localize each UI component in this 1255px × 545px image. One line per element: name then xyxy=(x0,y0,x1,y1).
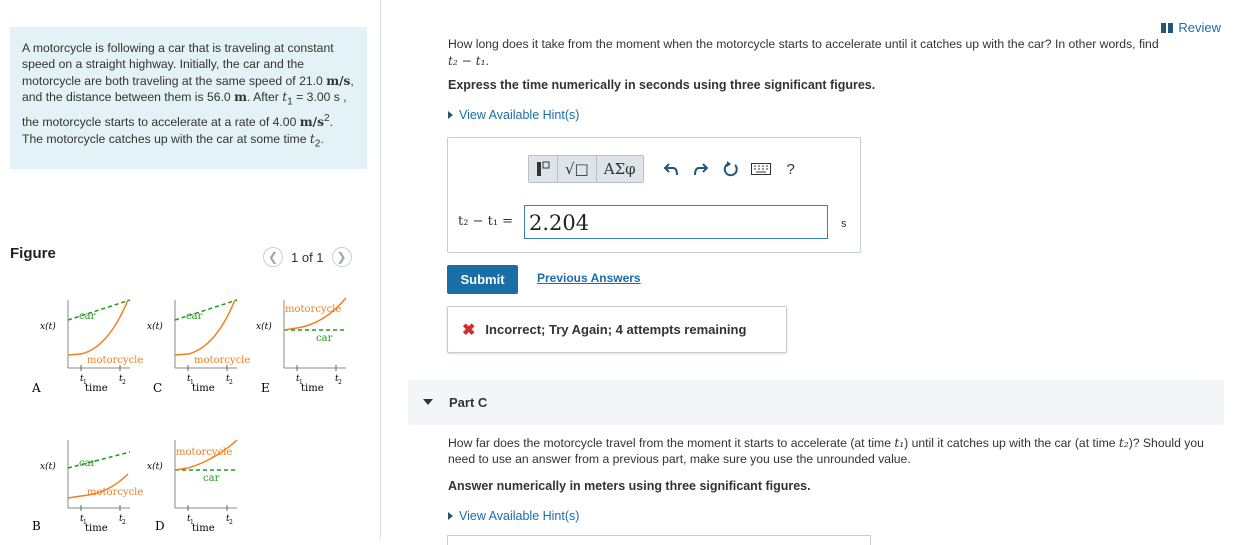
caret-right-icon xyxy=(448,512,453,520)
greek-button[interactable]: ΑΣφ xyxy=(603,160,636,178)
incorrect-icon: ✖ xyxy=(462,321,476,339)
car-label: car xyxy=(203,473,220,484)
x-axis-label: time xyxy=(301,383,324,394)
graph-letter: A xyxy=(32,381,41,395)
figure-title: Figure xyxy=(10,245,56,262)
t2-symbol: t xyxy=(309,131,315,146)
hint-label: View Available Hint(s) xyxy=(459,509,580,523)
t2-tick-sub: 2 xyxy=(122,379,126,386)
t1-tick-sub: 1 xyxy=(190,379,194,386)
question-expression: t₂ − t₁ xyxy=(448,54,486,68)
hint-label: View Available Hint(s) xyxy=(459,108,580,122)
chevron-left-icon[interactable]: ❮ xyxy=(263,247,283,267)
toolbar-group xyxy=(528,155,644,183)
t1-symbol: t xyxy=(282,90,288,105)
figure-svg xyxy=(0,290,380,539)
t1-tick-sub: 1 xyxy=(190,519,194,526)
y-axis-label: x(t) xyxy=(40,322,56,332)
reset-icon[interactable] xyxy=(716,161,746,177)
motorcycle-label: motorcycle xyxy=(87,355,144,366)
t2-tick-sub: 2 xyxy=(338,379,342,386)
motorcycle-label: motorcycle xyxy=(176,447,233,458)
t2-tick-sub: 2 xyxy=(229,379,233,386)
help-button[interactable]: ? xyxy=(786,160,795,178)
question-text: )? Should you need to use an answer from a previous part, make sure you use the unrounded value. xyxy=(448,436,1204,466)
y-axis-label: x(t) xyxy=(147,462,163,472)
car-label: car xyxy=(186,311,203,322)
graph-letter: E xyxy=(261,381,270,395)
t1-tick-sub: 1 xyxy=(83,379,87,386)
t2-subscript: 2 xyxy=(314,137,321,149)
t2-tick-label: t xyxy=(226,374,230,384)
part-c-hint[interactable] xyxy=(448,509,579,523)
t1-tick-sub: 1 xyxy=(83,519,87,526)
y-axis-label: x(t) xyxy=(256,322,272,332)
question-text: How far does the motorcycle travel from the moment it starts to accelerate (at time xyxy=(448,436,891,450)
graph-letter: C xyxy=(153,381,163,395)
question-end: . xyxy=(485,54,489,68)
t1-tick-sub: 1 xyxy=(299,379,303,386)
math-toolbar xyxy=(528,153,863,185)
t1-subscript: 1 xyxy=(287,96,293,108)
equation-label: t₂ − t₁ = xyxy=(458,214,514,229)
review-label: Review xyxy=(1178,20,1221,35)
question-text: How long does it take from the moment when the motorcycle starts to accelerate until it catches up with the car? In other words, find xyxy=(448,37,1159,51)
distance-unit: m xyxy=(234,90,247,105)
x-axis-label: time xyxy=(192,383,215,394)
left-panel xyxy=(0,0,381,539)
chevron-right-icon[interactable]: ❯ xyxy=(332,247,352,267)
page-indicator: 1 of 1 xyxy=(291,249,324,265)
t2-tick-label: t xyxy=(119,514,123,524)
part-c-label: Part C xyxy=(449,395,488,410)
right-panel xyxy=(381,0,1255,539)
accel-unit: m/s xyxy=(299,115,324,130)
undo-icon[interactable] xyxy=(656,162,686,176)
answer-unit: s xyxy=(841,218,847,230)
motorcycle-line xyxy=(68,300,128,355)
t2-tick-sub: 2 xyxy=(229,519,233,526)
y-axis-label: x(t) xyxy=(147,322,163,332)
previous-answers-link[interactable]: Previous Answers xyxy=(537,271,641,285)
caret-down-icon xyxy=(423,399,433,405)
motorcycle-label: motorcycle xyxy=(285,304,342,315)
x-axis-label: time xyxy=(85,383,108,394)
t2-symbol: t₂ xyxy=(1118,436,1129,450)
y-axis-label: x(t) xyxy=(40,462,56,472)
problem-statement xyxy=(10,27,367,169)
x-axis-label: time xyxy=(85,523,108,534)
part-c-instruction: Answer numerically in meters using three significant figures. xyxy=(448,479,811,493)
car-label: car xyxy=(79,311,96,322)
motorcycle-line xyxy=(175,300,235,355)
t2-tick-label: t xyxy=(226,514,230,524)
accel-exponent: 2 xyxy=(323,113,330,125)
feedback-message xyxy=(447,306,787,353)
car-line xyxy=(68,452,130,468)
problem-text: . The motorcycle catches up with the car at some time xyxy=(22,115,334,146)
redo-icon[interactable] xyxy=(686,162,716,176)
t2-tick-sub: 2 xyxy=(122,519,126,526)
sqrt-button[interactable]: √□ xyxy=(558,156,597,182)
t1-tick-label: t xyxy=(80,514,84,524)
part-c-question xyxy=(448,435,1218,467)
submit-button[interactable]: Submit xyxy=(447,265,518,294)
graph-letter: B xyxy=(32,519,41,533)
part-c-header[interactable] xyxy=(408,380,1224,425)
templates-icon[interactable] xyxy=(529,156,558,182)
car-label: car xyxy=(316,333,333,344)
keyboard-icon[interactable] xyxy=(746,163,776,175)
part-b-instruction: Express the time numerically in seconds using three significant figures. xyxy=(448,78,876,92)
problem-text: A motorcycle is following a car that is traveling at constant speed on a straight highway. Initially, the car and the motorcycle are both traveling at the same speed of 21.0 xyxy=(22,41,334,88)
review-link[interactable] xyxy=(1161,20,1221,35)
t1-tick-label: t xyxy=(187,514,191,524)
motorcycle-label: motorcycle xyxy=(194,355,251,366)
feedback-text: Incorrect; Try Again; 4 attempts remaining xyxy=(485,322,747,337)
problem-text: = 3.00 s , the motorcycle starts to accelerate at a rate of 4.00 xyxy=(22,90,347,130)
answer-input[interactable]: 2.204 xyxy=(524,205,828,239)
t1-tick-label: t xyxy=(187,374,191,384)
t2-tick-label: t xyxy=(335,374,339,384)
review-icon xyxy=(1161,23,1173,33)
problem-text: . xyxy=(320,131,324,146)
graph-letter: D xyxy=(155,519,165,533)
speed-unit: m/s xyxy=(326,73,351,88)
t1-tick-label: t xyxy=(80,374,84,384)
question-text: ) until it catches up with the car (at time xyxy=(904,436,1116,450)
problem-text: . After xyxy=(246,90,279,105)
t1-symbol: t₁ xyxy=(894,436,905,450)
answer-box xyxy=(447,137,861,253)
problem-text: , and the distance between them is 56.0 xyxy=(22,73,354,105)
t2-tick-label: t xyxy=(119,374,123,384)
car-label: car xyxy=(79,458,96,469)
figure-pager xyxy=(263,247,352,267)
part-c-answer-box xyxy=(447,535,871,545)
x-axis-label: time xyxy=(192,523,215,534)
motorcycle-label: motorcycle xyxy=(87,487,144,498)
t1-tick-label: t xyxy=(296,374,300,384)
part-b-hint[interactable] xyxy=(448,108,579,122)
caret-right-icon xyxy=(448,111,453,119)
part-b-question xyxy=(448,36,1218,70)
